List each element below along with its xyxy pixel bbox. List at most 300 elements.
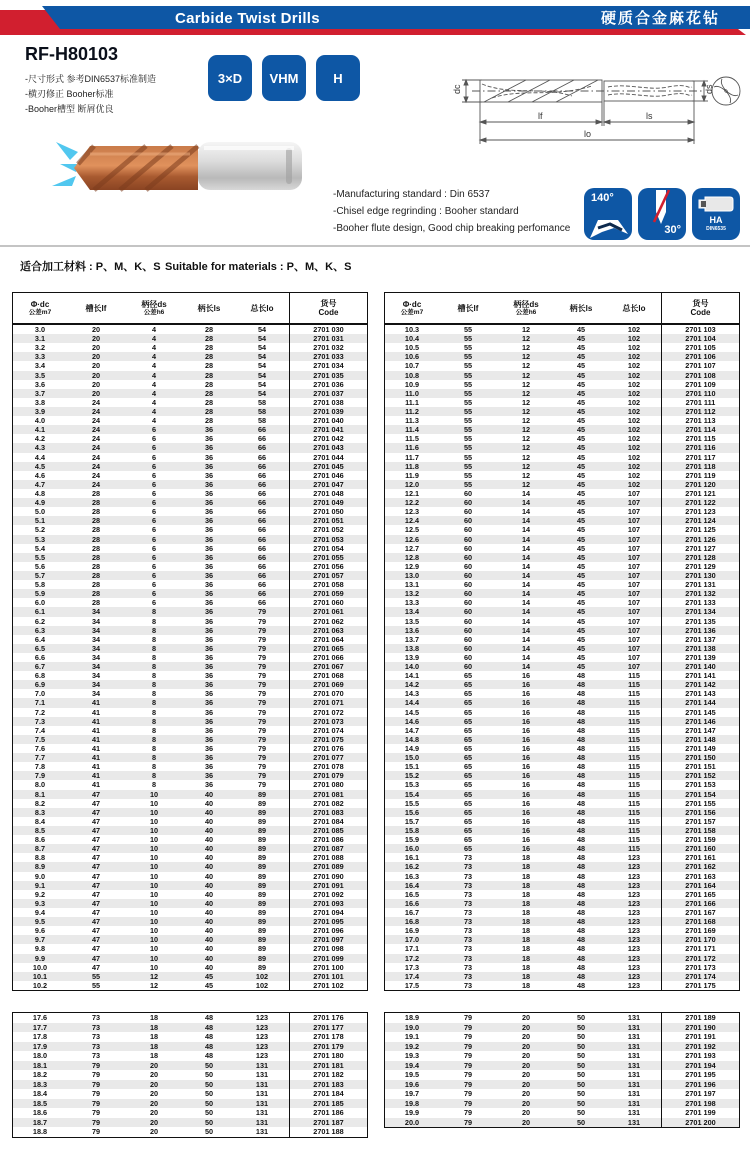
table-cell: 89 [257, 862, 267, 872]
table-cell: 10.0 [32, 962, 48, 972]
table-cell: 66 [257, 534, 267, 544]
table-cell: 36 [204, 734, 214, 744]
table-cell: 48 [576, 844, 586, 854]
table-cell: 8 [151, 625, 157, 635]
table-cell: 9.8 [34, 944, 46, 954]
table-cell: 18.3 [32, 1079, 48, 1089]
table-cell: 89 [257, 871, 267, 881]
table-cell: 36 [204, 589, 214, 599]
table-cell: 28 [204, 370, 214, 380]
table-cell: 13.6 [404, 625, 420, 635]
table-cell: 10.1 [32, 971, 48, 981]
table-row [13, 844, 367, 853]
table-cell: 17.3 [404, 962, 420, 972]
table-cell: 7.8 [34, 762, 46, 772]
table-cell: 2701 047 [289, 480, 367, 489]
table-cell: 79 [463, 1070, 473, 1079]
table-cell: 18 [149, 1032, 159, 1041]
table-cell: 2701 168 [661, 917, 739, 926]
table-cell: 45 [576, 452, 586, 462]
table-cell: 5.3 [34, 534, 46, 544]
table-cell: 8.2 [34, 798, 46, 808]
table-body [385, 1013, 739, 1127]
table-cell: 36 [204, 452, 214, 462]
table-cell: 41 [91, 780, 101, 790]
table-cell: 48 [576, 780, 586, 790]
table-cell: 54 [257, 388, 267, 398]
technical-drawing [452, 50, 748, 158]
table-cell: 2701 151 [661, 762, 739, 771]
table-cell: 20 [149, 1127, 159, 1136]
table-cell: 18 [149, 1051, 159, 1060]
table-cell: 40 [204, 844, 214, 854]
table-cell: 65 [463, 798, 473, 808]
table-cell: 50 [204, 1108, 214, 1117]
table-row [385, 1013, 739, 1023]
table-cell: 73 [463, 871, 473, 881]
table-cell: 16.5 [404, 889, 420, 899]
table-cell: 2701 081 [289, 790, 367, 799]
table-cell: 2701 052 [289, 525, 367, 534]
table-cell: 123 [255, 1022, 269, 1032]
table-cell: 79 [257, 707, 267, 717]
table-row [13, 1099, 367, 1109]
table-cell: 79 [91, 1079, 101, 1089]
col-header-lo: 总长lo [250, 303, 274, 313]
table-cell: 28 [91, 507, 101, 517]
table-cell: 123 [627, 926, 641, 936]
table-cell: 12 [521, 479, 531, 489]
table-cell: 48 [204, 1013, 214, 1022]
table-cell: 14 [521, 534, 531, 544]
table-cell: 24 [91, 406, 101, 416]
table-cell: 36 [204, 652, 214, 662]
table-row [385, 844, 739, 853]
standards-block [333, 186, 570, 237]
table-row [385, 689, 739, 698]
table-row [385, 872, 739, 881]
table-cell: 55 [463, 325, 473, 334]
table-cell: 2701 034 [289, 361, 367, 370]
table-cell: 89 [257, 944, 267, 954]
table-cell: 45 [576, 580, 586, 590]
table-cell: 20 [91, 379, 101, 389]
table-cell: 58 [257, 397, 267, 407]
table-cell: 131 [255, 1079, 269, 1089]
table-cell: 107 [627, 498, 641, 508]
table-cell: 2701 097 [289, 935, 367, 944]
table-cell: 8.8 [34, 853, 46, 863]
table-cell: 123 [627, 853, 641, 863]
table-row [385, 853, 739, 862]
table-cell: 20 [521, 1051, 531, 1060]
table-cell: 48 [576, 753, 586, 763]
table-cell: 18 [149, 1013, 159, 1022]
table-cell: 2701 188 [289, 1127, 367, 1137]
table-cell: 2701 132 [661, 589, 739, 598]
table-cell: 66 [257, 580, 267, 590]
table-cell: 14.5 [404, 707, 420, 717]
table-cell: 12 [521, 452, 531, 462]
table-cell: 73 [463, 935, 473, 945]
table-cell: 45 [576, 652, 586, 662]
col-header-ls: 柄长ls [197, 303, 221, 313]
table-cell: 2701 068 [289, 671, 367, 680]
table-row [385, 808, 739, 817]
table-row [385, 826, 739, 835]
table-cell: 131 [255, 1127, 269, 1136]
table-cell: 10 [149, 789, 159, 799]
table-cell: 9.4 [34, 908, 46, 917]
table-cell: 2701 070 [289, 689, 367, 698]
table-cell: 36 [204, 771, 214, 781]
table-cell: 65 [463, 671, 473, 681]
table-cell: 18.6 [32, 1108, 48, 1117]
table-cell: 45 [576, 507, 586, 517]
table-cell: 47 [91, 917, 101, 927]
table-cell: 2701 040 [289, 416, 367, 425]
table-cell: 36 [204, 671, 214, 681]
standards-line: -Chisel edge regrinding : Booher standard [333, 206, 519, 217]
table-cell: 24 [91, 470, 101, 480]
table-cell: 6.0 [34, 598, 46, 608]
table-cell: 4.9 [34, 498, 46, 508]
table-cell: 60 [463, 534, 473, 544]
table-cell: 6.3 [34, 625, 46, 635]
table-cell: 102 [627, 406, 641, 416]
table-row [13, 790, 367, 799]
table-cell: 2701 183 [289, 1080, 367, 1090]
table-row [385, 1061, 739, 1071]
table-cell: 89 [257, 962, 267, 972]
table-cell: 79 [463, 1032, 473, 1041]
table-cell: 12 [521, 425, 531, 435]
table-cell: 7.6 [34, 744, 46, 754]
table-row [13, 708, 367, 717]
table-cell: 115 [628, 753, 640, 763]
section-divider [0, 245, 750, 247]
table-row [385, 1042, 739, 1052]
table-cell: 16 [521, 698, 531, 708]
table-cell: 50 [204, 1098, 214, 1108]
table-cell: 79 [463, 1060, 473, 1070]
table-cell: 8 [151, 662, 157, 672]
product-model: RF-H80103 [25, 44, 119, 64]
table-cell: 2701 145 [661, 708, 739, 717]
table-cell: 2701 184 [289, 1089, 367, 1099]
table-cell: 48 [204, 1022, 214, 1032]
table-row [13, 1089, 367, 1099]
table-cell: 10 [149, 926, 159, 936]
table-cell: 45 [576, 470, 586, 480]
table-cell: 89 [257, 807, 267, 817]
table-cell: 48 [576, 971, 586, 981]
table-row [385, 1089, 739, 1099]
table-cell: 18 [521, 889, 531, 899]
table-cell: 16.6 [404, 898, 420, 908]
table-cell: 79 [463, 1022, 473, 1032]
table-cell: 2701 173 [661, 963, 739, 972]
table-cell: 2701 049 [289, 498, 367, 507]
table-cell: 73 [463, 980, 473, 990]
dim-label-lo: lo [584, 129, 592, 139]
table-row [385, 653, 739, 662]
table-cell: 2701 122 [661, 498, 739, 507]
table-row [385, 944, 739, 953]
table-cell: 6 [151, 443, 157, 453]
table-cell: 20 [521, 1117, 531, 1127]
table-cell: 6 [151, 452, 157, 462]
col-header-ds: 柄径ds 公差h6 [141, 299, 167, 316]
table-row [385, 389, 739, 398]
table-row [385, 708, 739, 717]
table-cell: 115 [628, 789, 640, 799]
table-cell: 36 [204, 479, 214, 489]
table-cell: 55 [463, 452, 473, 462]
table-cell: 6 [151, 488, 157, 498]
table-cell: 79 [257, 716, 267, 726]
table-cell: 36 [204, 625, 214, 635]
table-cell: 36 [204, 461, 214, 471]
table-cell: 45 [576, 416, 586, 426]
table-cell: 48 [576, 953, 586, 963]
table-cell: 115 [628, 826, 640, 836]
table-cell: 4 [151, 352, 157, 362]
table-cell: 50 [576, 1022, 586, 1032]
table-cell: 8 [151, 616, 157, 626]
table-cell: 47 [91, 862, 101, 872]
table-row [385, 726, 739, 735]
badge-3xd: 3×D [208, 55, 252, 101]
table-cell: 2701 174 [661, 972, 739, 981]
table-cell: 36 [204, 680, 214, 690]
table-cell: 36 [204, 716, 214, 726]
table-cell: 28 [91, 534, 101, 544]
table-cell: 14 [521, 652, 531, 662]
table-cell: 28 [204, 406, 214, 416]
table-cell: 89 [257, 853, 267, 863]
table-cell: 2701 117 [661, 453, 739, 462]
table-cell: 16 [521, 680, 531, 690]
table-cell: 65 [463, 725, 473, 735]
table-row [385, 771, 739, 780]
table-cell: 20 [149, 1079, 159, 1089]
table-cell: 15.6 [404, 807, 420, 817]
table-cell: 34 [91, 662, 101, 672]
table-cell: 2701 169 [661, 926, 739, 935]
table-cell: 79 [257, 625, 267, 635]
table-cell: 2701 148 [661, 735, 739, 744]
table-cell: 9.2 [34, 889, 46, 899]
table-cell: 11.9 [405, 470, 419, 480]
table-cell: 123 [627, 962, 641, 972]
table-cell: 3.0 [34, 325, 46, 334]
table-cell: 45 [576, 397, 586, 407]
table-cell: 107 [627, 607, 641, 617]
table-cell: 2701 175 [661, 981, 739, 990]
table-cell: 47 [91, 871, 101, 881]
table-row [385, 1108, 739, 1118]
table-row [13, 580, 367, 589]
table-cell: 2701 046 [289, 471, 367, 480]
table-cell: 2701 136 [661, 626, 739, 635]
table-cell: 6.9 [34, 680, 46, 690]
table-cell: 50 [576, 1079, 586, 1089]
table-cell: 36 [204, 561, 214, 571]
table-row [385, 416, 739, 425]
table-row [385, 753, 739, 762]
table-cell: 48 [576, 962, 586, 972]
table-cell: 102 [627, 325, 641, 334]
table-cell: 3.9 [34, 406, 46, 416]
table-cell: 19.4 [404, 1060, 420, 1070]
table-cell: 4 [151, 379, 157, 389]
table-cell: 13.4 [404, 607, 420, 617]
table-cell: 16.8 [404, 917, 420, 927]
table-cell: 20 [521, 1060, 531, 1070]
table-cell: 7.7 [34, 753, 46, 763]
table-cell: 6.4 [34, 634, 46, 644]
table-cell: 65 [463, 689, 473, 699]
table-cell: 55 [463, 479, 473, 489]
table-cell: 11.1 [405, 397, 419, 407]
table-cell: 14 [521, 634, 531, 644]
table-cell: 40 [204, 835, 214, 845]
table-cell: 16 [521, 689, 531, 699]
table-cell: 14.1 [404, 671, 420, 681]
table-cell: 2701 192 [661, 1042, 739, 1052]
table-cell: 2701 152 [661, 771, 739, 780]
table-cell: 12 [149, 971, 159, 981]
spec-table-bottom-right [384, 1012, 740, 1128]
table-cell: 4.1 [34, 425, 46, 435]
table-cell: 55 [463, 361, 473, 371]
table-cell: 13.1 [404, 580, 420, 590]
table-cell: 115 [628, 771, 640, 781]
table-cell: 2701 032 [289, 343, 367, 352]
dim-label-ds: ds [704, 84, 714, 94]
table-cell: 36 [204, 753, 214, 763]
table-cell: 40 [204, 862, 214, 872]
table-cell: 14 [521, 589, 531, 599]
table-cell: 6.2 [34, 616, 46, 626]
table-cell: 8.9 [34, 862, 46, 872]
table-cell: 2701 197 [661, 1089, 739, 1099]
table-cell: 131 [627, 1089, 641, 1098]
table-row [13, 935, 367, 944]
table-cell: 131 [255, 1108, 269, 1117]
table-cell: 47 [91, 889, 101, 899]
table-row [385, 917, 739, 926]
table-cell: 89 [257, 889, 267, 899]
table-row [385, 790, 739, 799]
table-cell: 2701 090 [289, 872, 367, 881]
table-row [385, 1051, 739, 1061]
table-cell: 45 [576, 498, 586, 508]
table-cell: 55 [463, 470, 473, 480]
table-cell: 41 [91, 771, 101, 781]
table-row [385, 862, 739, 871]
table-cell: 17.9 [32, 1041, 48, 1051]
table-cell: 6 [151, 561, 157, 571]
spec-table-top-left [12, 292, 368, 991]
table-cell: 14 [521, 561, 531, 571]
table-cell: 10.4 [404, 334, 420, 344]
table-cell: 17.1 [404, 944, 420, 954]
table-cell: 18 [521, 908, 531, 917]
table-cell: 16 [521, 734, 531, 744]
table-cell: 8 [151, 725, 157, 735]
table-row [13, 352, 367, 361]
table-cell: 4 [151, 334, 157, 344]
table-cell: 54 [257, 334, 267, 344]
table-row [13, 853, 367, 862]
table-cell: 28 [204, 379, 214, 389]
table-cell: 8 [151, 771, 157, 781]
table-cell: 18 [521, 880, 531, 890]
table-row [385, 698, 739, 707]
table-row [13, 1108, 367, 1118]
table-cell: 123 [627, 917, 641, 927]
table-row [385, 380, 739, 389]
table-cell: 18 [521, 953, 531, 963]
table-row [13, 808, 367, 817]
table-cell: 36 [204, 616, 214, 626]
table-cell: 2701 144 [661, 698, 739, 707]
table-cell: 66 [257, 470, 267, 480]
table-cell: 20 [91, 325, 101, 334]
table-row [385, 607, 739, 616]
table-cell: 45 [576, 343, 586, 353]
table-cell: 4.6 [34, 470, 46, 480]
table-cell: 45 [576, 352, 586, 362]
table-cell: 15.2 [404, 771, 420, 781]
table-row [385, 626, 739, 635]
table-cell: 20 [91, 388, 101, 398]
table-cell: 2701 127 [661, 544, 739, 553]
table-cell: 131 [627, 1070, 641, 1079]
table-cell: 16 [521, 707, 531, 717]
table-cell: 20 [91, 343, 101, 353]
table-cell: 66 [257, 589, 267, 599]
table-cell: 14 [521, 525, 531, 535]
table-cell: 4.5 [34, 461, 46, 471]
table-cell: 14 [521, 552, 531, 562]
table-cell: 9.9 [34, 953, 46, 963]
table-cell: 2701 141 [661, 671, 739, 680]
table-cell: 54 [257, 352, 267, 362]
table-cell: 50 [576, 1070, 586, 1079]
table-cell: 12 [149, 980, 159, 990]
table-cell: 28 [91, 525, 101, 535]
table-row [13, 835, 367, 844]
table-cell: 89 [257, 844, 267, 854]
table-cell: 79 [257, 662, 267, 672]
table-cell: 47 [91, 962, 101, 972]
table-cell: 8 [151, 707, 157, 717]
table-cell: 10 [149, 826, 159, 836]
table-cell: 17.4 [404, 971, 420, 981]
table-cell: 48 [576, 944, 586, 954]
table-cell: 14 [521, 498, 531, 508]
table-cell: 66 [257, 425, 267, 435]
table-cell: 2701 069 [289, 680, 367, 689]
table-cell: 10 [149, 944, 159, 954]
materials-en: Suitable for materials : P、M、K、S [165, 261, 352, 273]
table-cell: 40 [204, 853, 214, 863]
table-cell: 19.8 [404, 1098, 420, 1108]
table-cell: 12 [521, 343, 531, 353]
